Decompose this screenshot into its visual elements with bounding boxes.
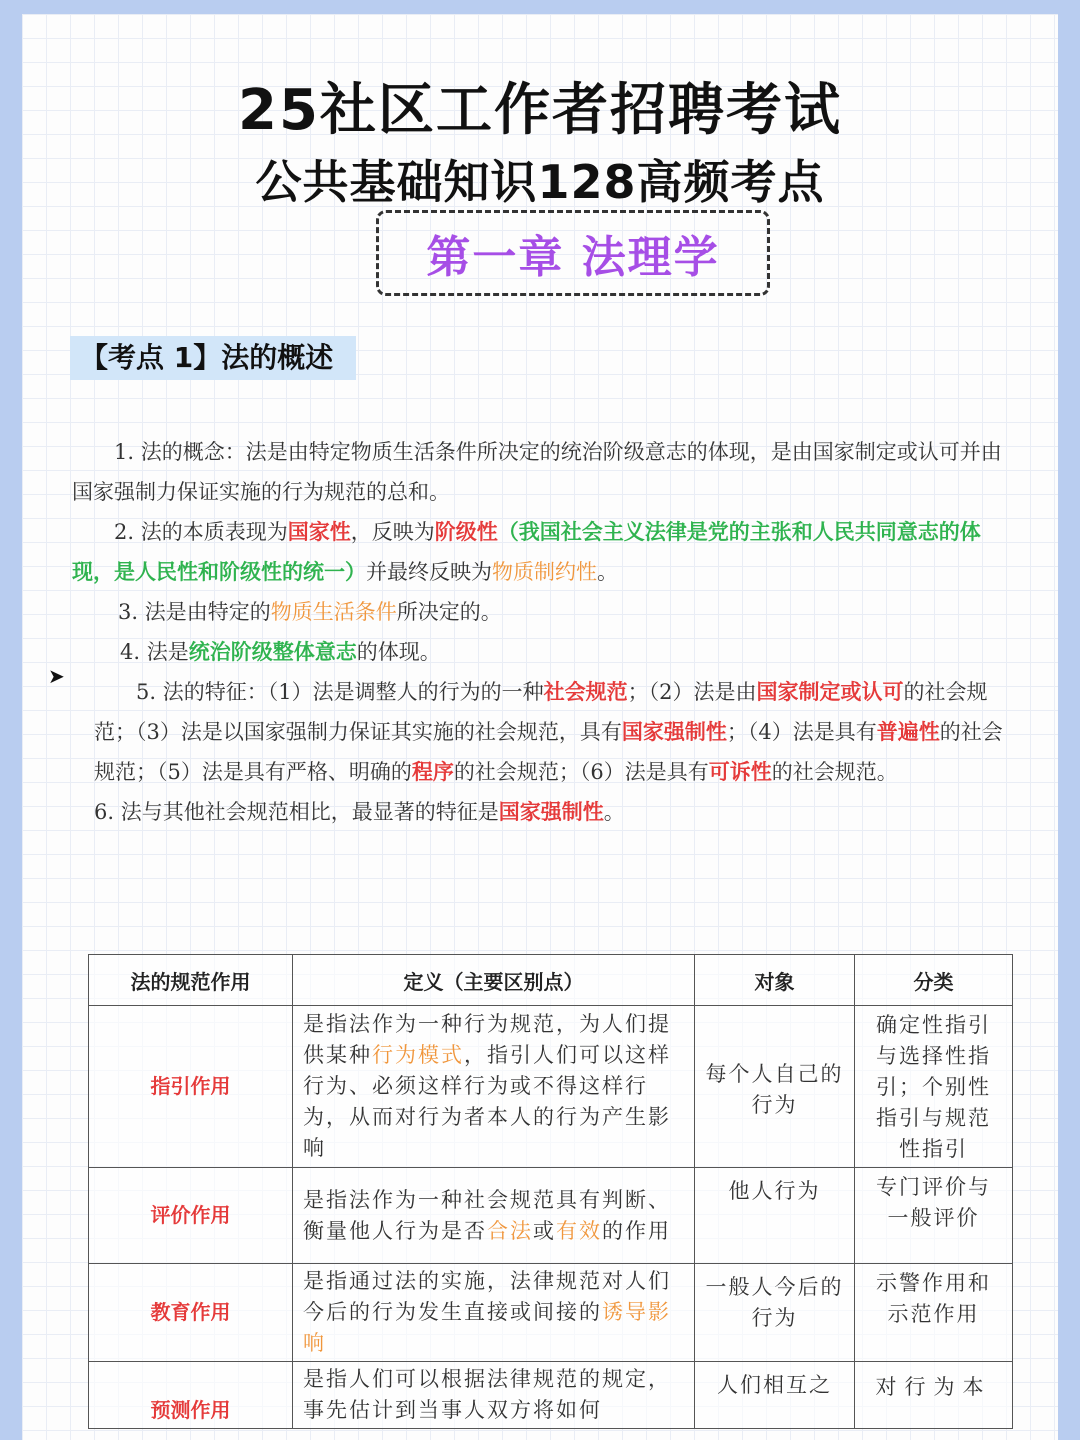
header-category: 分类 — [855, 955, 1013, 1006]
p2-highlight: 物质制约性 — [492, 560, 597, 584]
p2-text: 2. 法的本质表现为 — [114, 520, 288, 544]
function-definition — [293, 1006, 695, 1168]
def-highlight: 有效 — [556, 1218, 602, 1243]
p4-highlight: 统治阶级整体意志 — [188, 639, 357, 664]
p5-text: 的社会规范。 — [771, 760, 898, 784]
p2-text: ，反映为 — [350, 520, 435, 544]
p4-text: 的体现。 — [356, 640, 441, 664]
p6-text: 6. 法与其他社会规范相比，最显著的特征是 — [94, 800, 499, 824]
p3-text: 所决定的。 — [396, 600, 502, 624]
p5-text: 的社会规范；（6）法是具有 — [453, 760, 709, 784]
header-function: 法的规范作用 — [89, 955, 293, 1006]
function-category: 专门评价与一般评价 — [855, 1168, 1013, 1264]
chapter-box — [376, 210, 770, 296]
table-row — [89, 1264, 1013, 1362]
chapter-title: 第一章 法理学 — [426, 232, 720, 283]
def-text: 是指通过法的实施，法律规范对人们今后的行为发生直接或间接的 — [303, 1269, 671, 1324]
header-object: 对象 — [695, 955, 855, 1006]
header-definition: 定义（主要区别点） — [293, 955, 695, 1006]
arrow-bullet-icon: ➤ — [48, 664, 65, 688]
p5-text: ；（2）法是由 — [627, 680, 757, 704]
function-name: 预测作用 — [89, 1362, 293, 1429]
function-category: 对行为本 — [855, 1362, 1013, 1429]
function-definition — [293, 1264, 695, 1362]
notes-page — [22, 14, 1058, 1440]
table-header-row — [89, 955, 1013, 1006]
table-row — [89, 1362, 1013, 1429]
p3-highlight: 物质生活条件 — [270, 600, 397, 624]
p5-highlight: 可诉性 — [708, 759, 772, 784]
p5-text: 的社会规范；（3）法是以国家强制力保证其实施的社会规范，具有 — [94, 680, 988, 744]
table-row — [89, 1006, 1013, 1168]
section-heading: 【考点 1】法的概述 — [70, 336, 356, 380]
p5-highlight: 国家制定或认可 — [756, 679, 904, 704]
p2-text: 。 — [597, 560, 618, 584]
content-body — [72, 432, 1012, 832]
sub-title: 公共基础知识128高频考点 — [255, 155, 825, 209]
def-text: 是指法作为一种社会规范具有判断、衡量他人行为是否 — [303, 1187, 671, 1243]
main-title: 25社区工作者招聘考试 — [238, 78, 842, 143]
paragraph-3 — [72, 592, 1012, 632]
p5-text: 5. 法的特征：（1）法是调整人的行为的一种 — [136, 680, 544, 704]
paragraph-6 — [94, 792, 1012, 832]
p3-text: 3. 法是由特定的 — [118, 600, 271, 624]
def-text: ，指引人们可以这样行为、必须这样行为或不得这样行为，从而对行为者本人的行为产生影响 — [303, 1043, 671, 1160]
function-name: 评价作用 — [89, 1168, 293, 1264]
function-category: 示警作用和示范作用 — [855, 1264, 1013, 1362]
function-definition — [293, 1168, 695, 1264]
function-object: 每个人自己的行为 — [695, 1006, 855, 1168]
function-name: 指引作用 — [89, 1006, 293, 1168]
def-highlight: 诱导影响 — [303, 1300, 671, 1355]
p5-highlight: 社会规范 — [543, 679, 628, 704]
p2-note: （我国社会主义法律是党的主张和人民共同意志的体现，是人民性和阶级性的统一） — [72, 519, 981, 584]
paragraph-1: 1. 法的概念：法是由特定物质生活条件所决定的统治阶级意志的体现，是由国家制定或认可并由国家强制力保证实施的行为规范的总和。 — [72, 440, 1002, 504]
p6-highlight: 国家强制性 — [498, 799, 604, 824]
table-row — [89, 1168, 1013, 1264]
def-highlight: 合法 — [487, 1218, 533, 1243]
function-name: 教育作用 — [89, 1264, 293, 1362]
function-object: 他人行为 — [695, 1168, 855, 1264]
def-text: 是指法作为一种行为规范，为人们提供某种 — [303, 1012, 671, 1067]
def-highlight: 行为模式 — [372, 1043, 464, 1067]
p5-highlight: 国家强制性 — [621, 719, 727, 744]
function-category: 确定性指引与选择性指引；个别性指引与规范性指引 — [855, 1006, 1013, 1168]
p5-highlight: 程序 — [411, 759, 454, 784]
def-text: 或 — [533, 1218, 556, 1243]
function-definition: 是指人们可以根据法律规范的规定，事先估计到当事人双方将如何 — [293, 1362, 695, 1429]
p5-text: 的社会规范；（5）法是具有严格、明确的 — [94, 720, 1003, 784]
paragraph-2 — [72, 512, 1012, 592]
p2-highlight: 国家性 — [287, 519, 351, 544]
p2-highlight: 阶级性 — [434, 519, 498, 544]
function-object: 人们相互之 — [695, 1362, 855, 1429]
paragraph-4 — [72, 632, 1012, 672]
norm-function-table — [88, 954, 1013, 1429]
p5-text: ；（4）法是具有 — [726, 720, 877, 744]
function-object: 一般人今后的行为 — [695, 1264, 855, 1362]
p2-text: 并最终反映为 — [366, 560, 492, 584]
paragraph-5 — [94, 672, 1012, 792]
def-text: 的作用 — [602, 1218, 671, 1243]
p4-text: 4. 法是 — [120, 640, 189, 664]
p5-highlight: 普遍性 — [876, 719, 940, 744]
p6-text: 。 — [603, 800, 625, 824]
